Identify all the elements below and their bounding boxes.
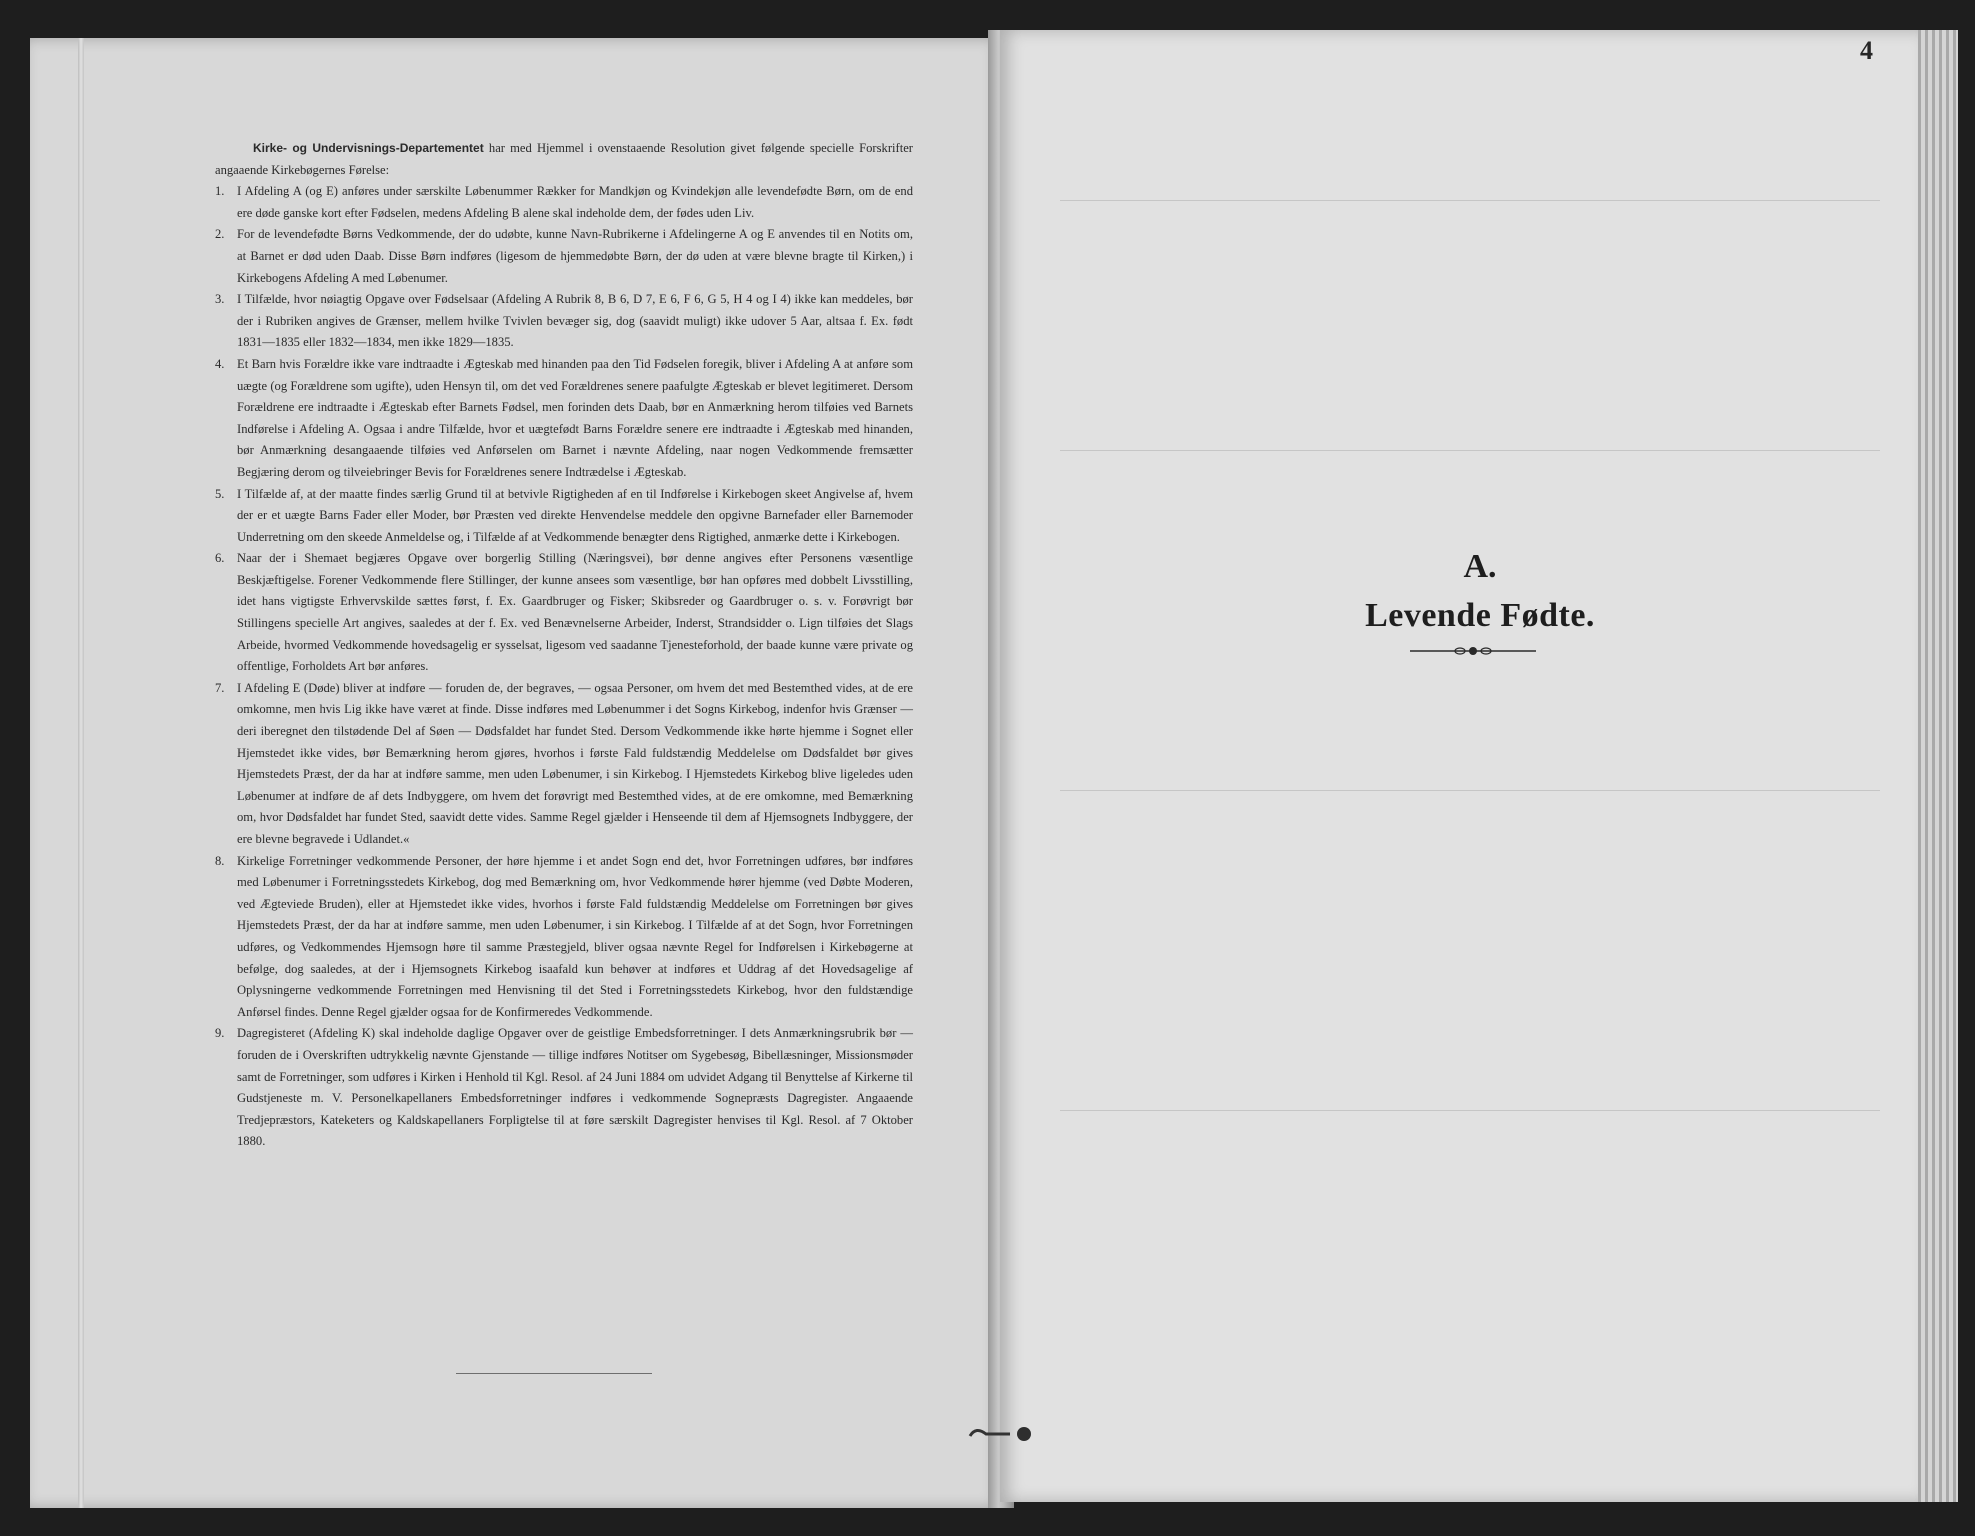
rule-number: 8. (215, 853, 225, 868)
department-name: Kirke- og Undervisnings-Departementet (253, 141, 484, 155)
intro-text: har med Hjemmel i ovenstaaende Resolution givet følgende specielle Forskrifter angaaende Kirkebøgernes Førelse: (215, 141, 913, 177)
rule-item (215, 548, 913, 678)
rule-number: 9. (215, 1026, 225, 1041)
right-page (1000, 30, 1920, 1502)
rule-text: Dagregisteret (Afdeling K) skal indeholde daglige Opgaver over de geistlige Embedsforretninger. I dets Anmærkningsrubrik bør — foruden de i Overskriften udtrykkelig nævnte Gjenstande — tillige indføres Notitser om Sygebesøg, Bibellæsninger, Missionsmøder samt de Forretninger, som udføres i Kirken i Henhold til Kgl. Resol. af 24 Juni 1884 om udvidet Adgang til Benyttelse af Kirkerne til Gudstjeneste m. V. Personelkapellaners Embedsforretninger indføres i vedkommende Sognepræsts Dagregister. Angaaende Tredjepræstors, Kateketers og Kaldskapellaners Forpligtelse til at føre særskilt Dagregister henvises til Kgl. Resol. af 7 Oktober 1880. (237, 1026, 913, 1149)
page-stack-edge (1918, 30, 1958, 1502)
rule-item (215, 181, 913, 224)
page-edge (78, 38, 84, 1508)
rule-text: I Afdeling A (og E) anføres under særskilte Løbenummer Rækker for Mandkjøn og Kvindekjøn alle levendefødte Børn, om de end ere døde ganske kort efter Fødselen, medens Afdeling B alene skal indeholde dem, der fødes uden Liv. (237, 184, 913, 220)
rule-item (215, 484, 913, 549)
ornament-divider-icon (1410, 645, 1536, 657)
rule-item (215, 1023, 913, 1153)
regulations-text (215, 138, 913, 1153)
closing-rule (456, 1373, 652, 1374)
page-number: 4 (1860, 36, 1873, 65)
rules-list (215, 181, 913, 1153)
rule-item (215, 678, 913, 851)
rule-number: 5. (215, 486, 225, 501)
rule-number: 4. (215, 356, 225, 371)
rule-text: I Tilfælde af, at der maatte findes særlig Grund til at betvivle Rigtigheden af en til Indførelse i Kirkebogen skeet Angivelse af, hvem der er et uægte Barns Fader eller Moder, bør Præsten ved direkte Henvendelse meddele den opgivne Barnefader eller Barnemoder Underretning om den skeede Anmeldelse og, i Tilfælde af at Vedkommende benægter dens Rigtighed, anmærke dette i Kirkebogen. (237, 486, 913, 544)
rule-item (215, 224, 913, 289)
rule-text: I Tilfælde, hvor nøiagtig Opgave over Fødselsaar (Afdeling A Rubrik 8, B 6, D 7, E 6, F 6, G 5, H 4 og I 4) ikke kan meddeles, bør der i Rubriken angives de Grænser, mellem hvilke Tvivlen bevæger sig, dog (saavidt muligt) ikke udover 5 Aar, altsaa f. Ex. født 1831—1835 eller 1832—1834, men ikke 1829—1835. (237, 292, 913, 350)
rule-text: For de levendefødte Børns Vedkommende, der do udøbte, kunne Navn-Rubrikerne i Afdelingerne A og E anvendes til en Notits om, at Barnet er død uden Daab. Disse Børn indføres (ligesom de hjemmedøbte Børn, der dø uden at være blevne bragte til Kirken,) i Kirkebogens Afdeling A med Løbenumer. (237, 227, 913, 285)
rule-text: Et Barn hvis Forældre ikke vare indtraadte i Ægteskab med hinanden paa den Tid Fødselen foregik, bliver i Afdeling A at anføre som uægte (og Forældrene som ugifte), uden Hensyn til, om det ved Forældrenes senere paafulgte Ægteskab er blevet legitimeret. Dersom Forældrene ere indtraadte i Ægteskab efter Barnets Fødsel, men forinden dets Daab, bør en Anmærkning herom tilføies ved Barnets Indførelse i Afdeling A. Ogsaa i andre Tilfælde, hvor et uægtefødt Barns Forældre senere ere indtraadte i Ægteskab med hinanden, bør Anmærkning desangaaende tilføies ved Anførselen om Barnet i nævnte Afdeling, naar nogen Vedkommende fremsætter Begjæring derom og tilveiebringer Bevis for Forældrenes senere Indtrædelse i Ægteskab. (237, 356, 913, 479)
rule-number: 1. (215, 184, 225, 199)
rule-item (215, 289, 913, 354)
rule-item (215, 354, 913, 484)
rule-number: 6. (215, 551, 225, 566)
rule-item (215, 851, 913, 1024)
intro-paragraph (215, 138, 913, 181)
rule-text: Naar der i Shemaet begjæres Opgave over borgerlig Stilling (Næringsvei), bør denne angives efter Personens væsentlige Beskjæftigelse. Forener Vedkommende flere Stillinger, der kunne ansees som væsentlige, bør han opføres med dobbelt Livsstilling, idet hans vigtigste Erhvervskilde sættes først, f. Ex. Gaardbruger og Fisker; Skibsreder og Gaardbruger o. s. v. Forøvrigt bør Stillingens specielle Art angives, saaledes at der f. Ex. ved Benævnelserne Arbeider, Inderst, Strandsidder o. Lign tilføies det Slags Arbeide, hvormed Vedkommende hovedsagelig er sysselsat, ligesom ved saadanne Tjenesteforhold, der baade kunne være private og offentlige, Forholdets Art bør anføres. (237, 551, 913, 674)
section-title: Levende Fødte. (1365, 597, 1595, 634)
binding-clip-icon (966, 1418, 1040, 1448)
section-letter: A. (1463, 548, 1497, 585)
rule-number: 3. (215, 292, 225, 307)
rule-text: Kirkelige Forretninger vedkommende Personer, der høre hjemme i et andet Sogn end det, hvor Forretningen udføres, bør indføres med Løbenumer i Forretningsstedets Kirkebog, dog med Bemærkning om, hvor Vedkommende hører hjemme (ved Døbte Moderen, ved Ægteviede Bruden), eller at Hjemstedet ikke vides, hvorhos i første Fald fuldstændig Meddelelse om Forretningen bør gives Hjemstedets Præst, der da har at indføre samme, men uden Løbenumer, i sin Kirkebog. I Tilfælde af at det Sogn, hvor Forretningen udføres, og Vedkommendes Hjemsogn høre til samme Præstegjeld, bliver ogsaa nævnte Regel for Indførelsen i Kirkebøgerne at befølge, dog saaledes, at der i Hjemsognets Kirkebog isaafald kun behøver at indføres et Uddrag af det Hovedsagelige af Oplysningerne vedkommende Forretningen med Henvisning til det Sted i Forretningsstedets Kirkebog, hvor den fuldstændige Anførsel findes. Denne Regel gjælder ogsaa for de Konfirmeredes Vedkommende. (237, 853, 913, 1019)
rule-number: 2. (215, 227, 225, 242)
rule-text: I Afdeling E (Døde) bliver at indføre — foruden de, der begraves, — ogsaa Personer, om hvem det med Bestemthed vides, at de ere omkomne, men hvis Lig ikke have været at finde. Disse indføres med Løbenummer i det Sogns Kirkebog, indenfor hvis Grænser — deri iberegnet den tilstødende Del af Søen — Dødsfaldet har fundet Sted. Dersom Vedkommende ikke hørte hjemme i Sognet eller Hjemstedet ikke vides, bør Bemærkning herom gjøres, hvorhos i første Fald fuldstændig Meddelelse om Dødsfaldet bør gives Hjemstedets Præst, der da har at indføre samme, men uden Løbenumer, i sin Kirkebog. I Hjemstedets Kirkebog blive ligeledes uden Løbenumer at indføre de af dets Indbyggere, om hvem det forøvrigt med Bestemthed vides, at de ere omkomne, med Bemærkning om, hvor Dødsfaldet har fundet Sted, saavidt dette vides. Samme Regel gjælder i Henseende til dem af Hjemsognets Indbyggere, der ere blevne begravede i Udlandet.« (237, 680, 913, 846)
rule-number: 7. (215, 680, 225, 695)
